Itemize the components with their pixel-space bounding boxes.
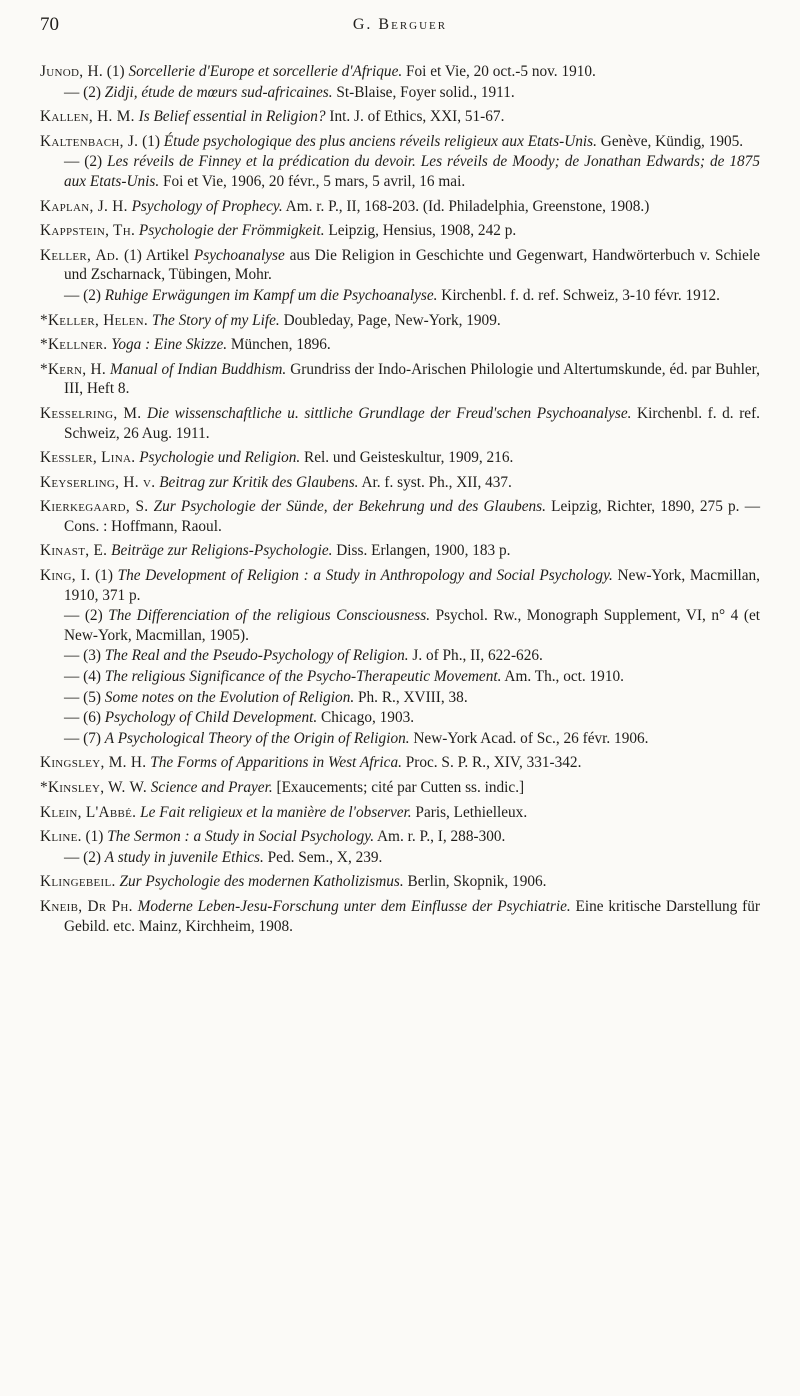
entry-prefix: (1) (142, 132, 164, 150)
entry-author: Kaplan, J. H. (40, 197, 128, 215)
entry-title: Psychologie der Frömmigkeit. (138, 222, 325, 240)
entry-prefix: — (7) (64, 729, 105, 747)
entry-part (86, 828, 506, 845)
entry-details: Kirchenbl. f. d. ref. Schweiz, 26 Aug. 1911. (64, 404, 761, 442)
entry-author: Kallen, H. M. (40, 108, 135, 126)
entry-title: The Differenciation of the religious Consciousness. (108, 607, 431, 625)
bib-entry (40, 872, 760, 892)
entry-details: Ar. f. syst. Ph., XII, 437. (358, 473, 512, 491)
bib-entry (40, 541, 760, 561)
running-head (40, 16, 760, 34)
entry-details: Psychol. Rw., Monograph Supplement, VI, n° 4 (et New-York, Macmillan, 1905). (64, 607, 760, 644)
entry-title: Sorcellerie d'Europe et sorcellerie d'Afrique. (128, 63, 403, 80)
entry-prefix: — (4) (64, 668, 105, 686)
entry-details: Rel. und Geisteskultur, 1909, 216. (300, 449, 514, 467)
entry-author: Junod, H. (40, 63, 103, 80)
entry-author: Klein, L'Abbé. (40, 803, 137, 821)
entry-details: Foi et Vie, 20 oct.-5 nov. 1910. (402, 63, 596, 80)
entry-prefix: — (6) (64, 709, 105, 727)
entry-details: New-York Acad. of Sc., 26 févr. 1906. (409, 729, 649, 747)
page-header (40, 14, 760, 44)
entry-details: Paris, Lethielleux. (411, 803, 528, 821)
entry-details: Am. r. P., II, 168-203. (Id. Philadelphia, Greenstone, 1908.) (282, 197, 650, 215)
entry-details: Diss. Erlangen, 1900, 183 p. (332, 542, 511, 560)
bib-entry (40, 311, 760, 331)
entry-title: Die wissenschaftliche u. sittliche Grundlage der Freud'schen Psychoanalyse. (146, 404, 632, 422)
entry-title: Zidji, étude de mœurs sud-africaines. (104, 83, 333, 101)
entry-prefix: — (2) (64, 286, 105, 304)
entry-part (107, 63, 596, 80)
entry-details: Foi et Vie, 1906, 20 févr., 5 mars, 5 avril, 16 mai. (159, 172, 466, 190)
entry-title: Le Fait religieux et la manière de l'observer. (140, 803, 412, 821)
entry-author: *Kellner. (40, 336, 108, 354)
entry-details: Ph. R., XVIII, 38. (354, 688, 468, 706)
entry-prefix: — (2) (64, 607, 109, 625)
entry-title: Psychology of Prophecy. (131, 197, 283, 215)
entry-title: A study in juvenile Ethics. (104, 848, 264, 866)
entry-title: Psychologie und Religion. (139, 449, 301, 467)
bib-entry (40, 803, 760, 823)
entry-part (64, 247, 760, 284)
bib-entry (40, 221, 760, 241)
entry-author: Klingebeil. (40, 873, 116, 891)
entry-author: Kierkegaard, S. (40, 498, 149, 516)
entry-title: Zur Psychologie der Sünde, der Bekehrung und des Glaubens. (153, 498, 546, 516)
entry-title: Beiträge zur Religions-Psychologie. (111, 542, 333, 560)
entry-details: München, 1896. (227, 336, 331, 354)
entry-details: Kirchenbl. f. d. ref. Schweiz, 3-10 févr. 1912. (437, 286, 720, 304)
entry-part (64, 606, 760, 645)
entry-details: Am. r. P., I, 288-300. (374, 828, 506, 846)
entry-title: The Forms of Apparitions in West Africa. (150, 754, 402, 772)
entry-author: Kline. (40, 828, 82, 846)
entry-title: Psychology of Child Development. (104, 709, 318, 727)
bib-entry (40, 753, 760, 773)
entry-part (64, 152, 760, 191)
entry-details: Chicago, 1903. (317, 709, 415, 727)
entry-part (64, 848, 760, 868)
entry-part (64, 646, 760, 666)
bib-entry (40, 360, 760, 399)
running-head-text: G. Berguer (352, 16, 448, 33)
entry-details: Berlin, Skopnik, 1906. (403, 873, 547, 891)
bib-entry (40, 566, 760, 748)
bib-entry (40, 778, 760, 798)
entry-author: Kaltenbach, J. (40, 132, 139, 150)
entry-author: *Kinsley, W. W. (40, 779, 147, 796)
entry-details: J. of Ph., II, 622-626. (408, 647, 543, 665)
entry-title: Les réveils de Finney et la prédication du devoir. Les réveils de Moody; de Jonathan Edwards; de 1875 aux Etats-Unis. (64, 153, 760, 190)
entry-part (64, 567, 760, 604)
bib-entry (40, 404, 760, 443)
entry-author: *Kern, H. (40, 360, 107, 378)
entry-details: aus Die Religion in Geschichte und Gegenwart, Handwörterbuch v. Schiele und Zscharnack, Tübingen, Mohr. (64, 246, 760, 284)
entry-author: Kappstein, Th. (40, 222, 136, 240)
entry-part (64, 667, 760, 687)
entry-prefix: — (5) (64, 688, 105, 706)
entry-author: Kinast, E. (40, 542, 108, 560)
entry-details: [Exaucements; cité par Cutten ss. indic.] (272, 779, 525, 796)
bib-entry (40, 132, 760, 192)
entry-author: King, I. (40, 567, 91, 585)
entry-details: Ped. Sem., X, 239. (263, 848, 383, 866)
entry-title: The Sermon : a Study in Social Psychology. (107, 828, 375, 846)
entry-title: Zur Psychologie des modernen Katholizismus. (119, 873, 404, 891)
entry-title: Psychoanalyse (193, 246, 285, 264)
entry-author: Kingsley, M. H. (40, 754, 147, 772)
entry-prefix: (1) Artikel (123, 246, 194, 264)
entry-details: Doubleday, Page, New-York, 1909. (279, 311, 501, 329)
bib-entry (40, 246, 760, 306)
entry-title: Science and Prayer. (150, 779, 273, 796)
entry-prefix: — (2) (64, 848, 105, 866)
entry-title: Moderne Leben-Jesu-Forschung unter dem Einflusse der Psychiatrie. (137, 897, 571, 915)
entry-author: Kneib, Dr Ph. (40, 897, 133, 915)
bib-entry (40, 473, 760, 493)
bibliography-list (40, 62, 760, 941)
entry-author: Keller, Ad. (40, 246, 120, 264)
entry-details: New-York, Macmillan, 1910, 371 p. (64, 567, 760, 604)
entry-details: St-Blaise, Foyer solid., 1911. (332, 83, 515, 101)
entry-title: Ruhige Erwägungen im Kampf um die Psychoanalyse. (104, 286, 438, 304)
entry-part (64, 286, 760, 306)
entry-details: Proc. S. P. R., XIV, 331-342. (401, 754, 582, 772)
entry-details: Genève, Kündig, 1905. (596, 132, 744, 150)
entry-title: The Story of my Life. (151, 311, 280, 329)
entry-title: The Development of Religion : a Study in Anthropology and Social Psychology. (117, 567, 613, 585)
entry-prefix: — (2) (64, 83, 105, 101)
entry-details: Leipzig, Hensius, 1908, 242 p. (324, 222, 517, 240)
entry-part (64, 708, 760, 728)
entry-title: Beitrag zur Kritik des Glaubens. (159, 473, 359, 491)
entry-title: Étude psychologique des plus anciens réveils religieux aux Etats-Unis. (163, 132, 597, 150)
entry-author: Kesselring, M. (40, 404, 142, 422)
entry-title: A Psychological Theory of the Origin of Religion. (104, 729, 410, 747)
bib-entry (40, 897, 760, 936)
entry-part (64, 83, 760, 103)
entry-title: Yoga : Eine Skizze. (111, 336, 228, 354)
entry-part (64, 729, 760, 749)
entry-prefix: (1) (85, 828, 108, 846)
bib-entry (40, 827, 760, 867)
entry-author: Kessler, Lina. (40, 449, 136, 467)
bib-entry (40, 497, 760, 536)
bib-entry (40, 197, 760, 217)
entry-details: Eine kritische Darstellung für Gebild. etc. Mainz, Kirchheim, 1908. (64, 897, 760, 935)
entry-part (64, 688, 760, 708)
bib-entry (40, 448, 760, 468)
entry-prefix: — (3) (64, 647, 105, 665)
bib-entry (40, 335, 760, 355)
entry-title: Manual of Indian Buddhism. (110, 360, 287, 378)
entry-title: Some notes on the Evolution of Religion. (104, 688, 355, 706)
entry-prefix: (1) (106, 63, 129, 80)
entry-details: Am. Th., oct. 1910. (501, 668, 624, 686)
entry-author: *Keller, Helen. (40, 311, 149, 329)
entry-author: Keyserling, H. v. (40, 473, 156, 491)
bib-entry (40, 62, 760, 102)
entry-details: Leipzig, Richter, 1890, 275 p. — Cons. : Hoffmann, Raoul. (64, 498, 760, 535)
entry-title: Is Belief essential in Religion? (138, 108, 326, 126)
entry-prefix: — (2) (64, 153, 108, 171)
entry-title: The religious Significance of the Psycho-Therapeutic Movement. (104, 668, 502, 686)
entry-details: Int. J. of Ethics, XXI, 51-67. (325, 108, 505, 126)
bib-entry (40, 107, 760, 127)
entry-prefix: (1) (95, 567, 118, 585)
entry-part (142, 133, 743, 150)
entry-title: The Real and the Pseudo-Psychology of Religion. (104, 647, 409, 665)
entry-details: Grundriss der Indo-Arischen Philologie und Altertumskunde, éd. par Buhler, III, Heft 8. (64, 360, 760, 398)
page-number: 70 (40, 14, 59, 35)
